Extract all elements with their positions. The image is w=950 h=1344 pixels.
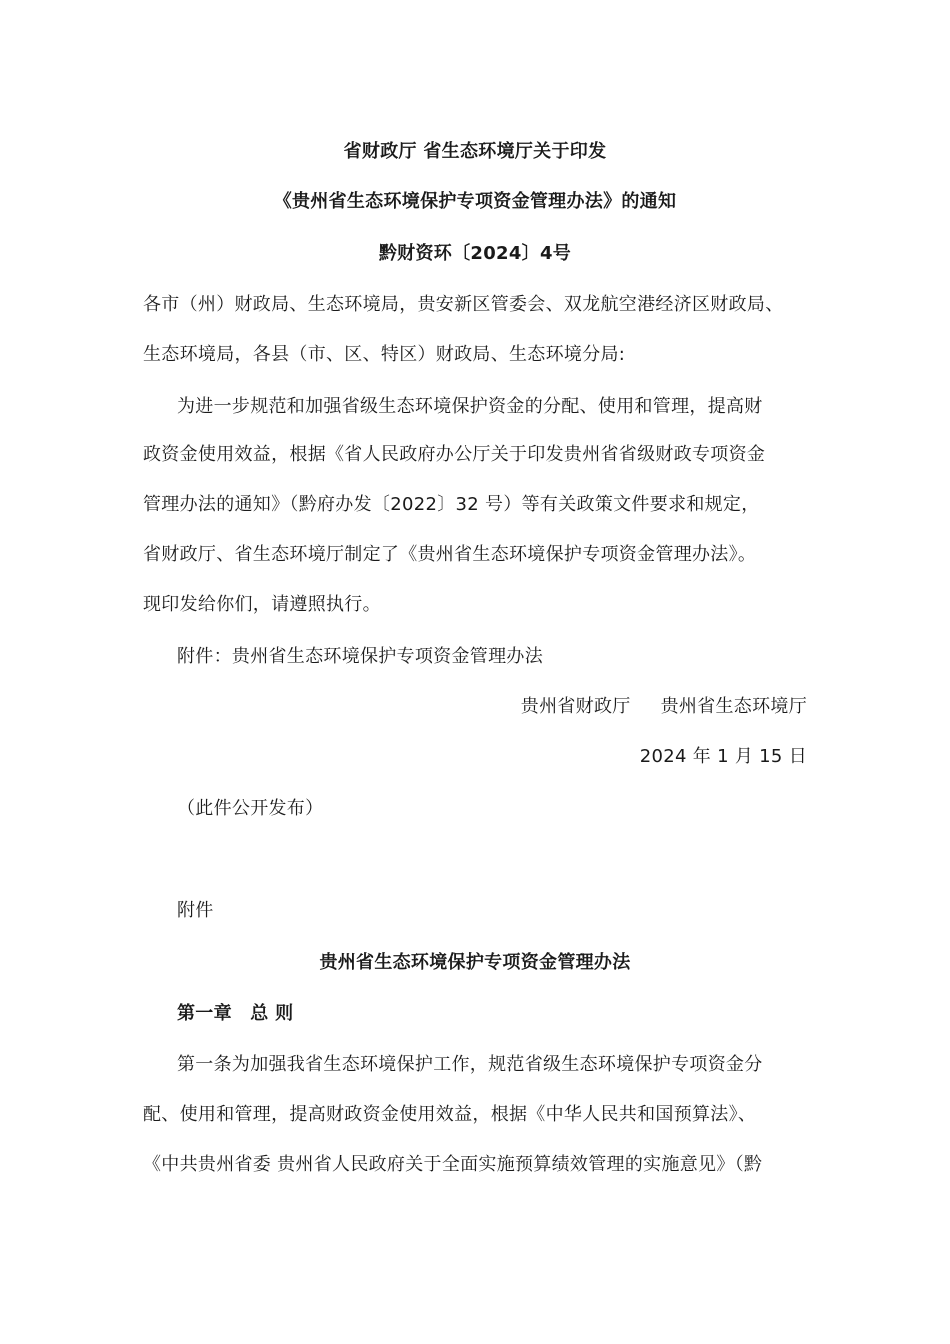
notice-title-line2: 《贵州省生态环境保护专项资金管理办法》的通知	[273, 191, 677, 212]
attachment-note: 附件：贵州省生态环境保护专项资金管理办法	[177, 646, 543, 667]
publication-note: （此件公开发布）	[177, 798, 324, 819]
chapter-heading: 第一章 总 则	[177, 1003, 294, 1024]
paragraph1-line2: 政资金使用效益，根据《省人民政府办公厅关于印发贵州省省级财政专项资金	[143, 444, 766, 465]
signature-org-finance: 贵州省财政厅	[520, 696, 631, 717]
addressee-line2: 生态环境局，各县（市、区、特区）财政局、生态环境分局:	[143, 344, 626, 365]
addressee-line1: 各市（州）财政局、生态环境局，贵安新区管委会、双龙航空港经济区财政局、	[143, 294, 784, 315]
article1-line2: 配、使用和管理，提高财政资金使用效益，根据《中华人民共和国预算法》、	[143, 1104, 757, 1125]
document-number: 黔财资环〔2024〕4号	[378, 243, 572, 264]
notice-title-line1: 省财政厅 省生态环境厅关于印发	[343, 141, 607, 162]
annex-label: 附件	[177, 900, 214, 921]
signature-orgs	[521, 695, 807, 719]
article1-line1: 第一条为加强我省生态环境保护工作，规范省级生态环境保护专项资金分	[177, 1054, 763, 1075]
paragraph1-line1: 为进一步规范和加强省级生态环境保护资金的分配、使用和管理，提高财	[177, 396, 763, 417]
annex-title: 贵州省生态环境保护专项资金管理办法	[319, 952, 631, 973]
signature-date: 2024 年 1 月 15 日	[639, 746, 807, 767]
paragraph1-line5: 现印发给你们，请遵照执行。	[143, 594, 381, 615]
article1-line3: 《中共贵州省委 贵州省人民政府关于全面实施预算绩效管理的实施意见》（黔	[143, 1154, 763, 1175]
paragraph1-line3: 管理办法的通知》（黔府办发〔2022〕32 号）等有关政策文件要求和规定，	[143, 494, 760, 515]
paragraph1-line4: 省财政厅、省生态环境厅制定了《贵州省生态环境保护专项资金管理办法》。	[143, 544, 757, 565]
signature-org-environment: 贵州省生态环境厅	[660, 696, 807, 717]
